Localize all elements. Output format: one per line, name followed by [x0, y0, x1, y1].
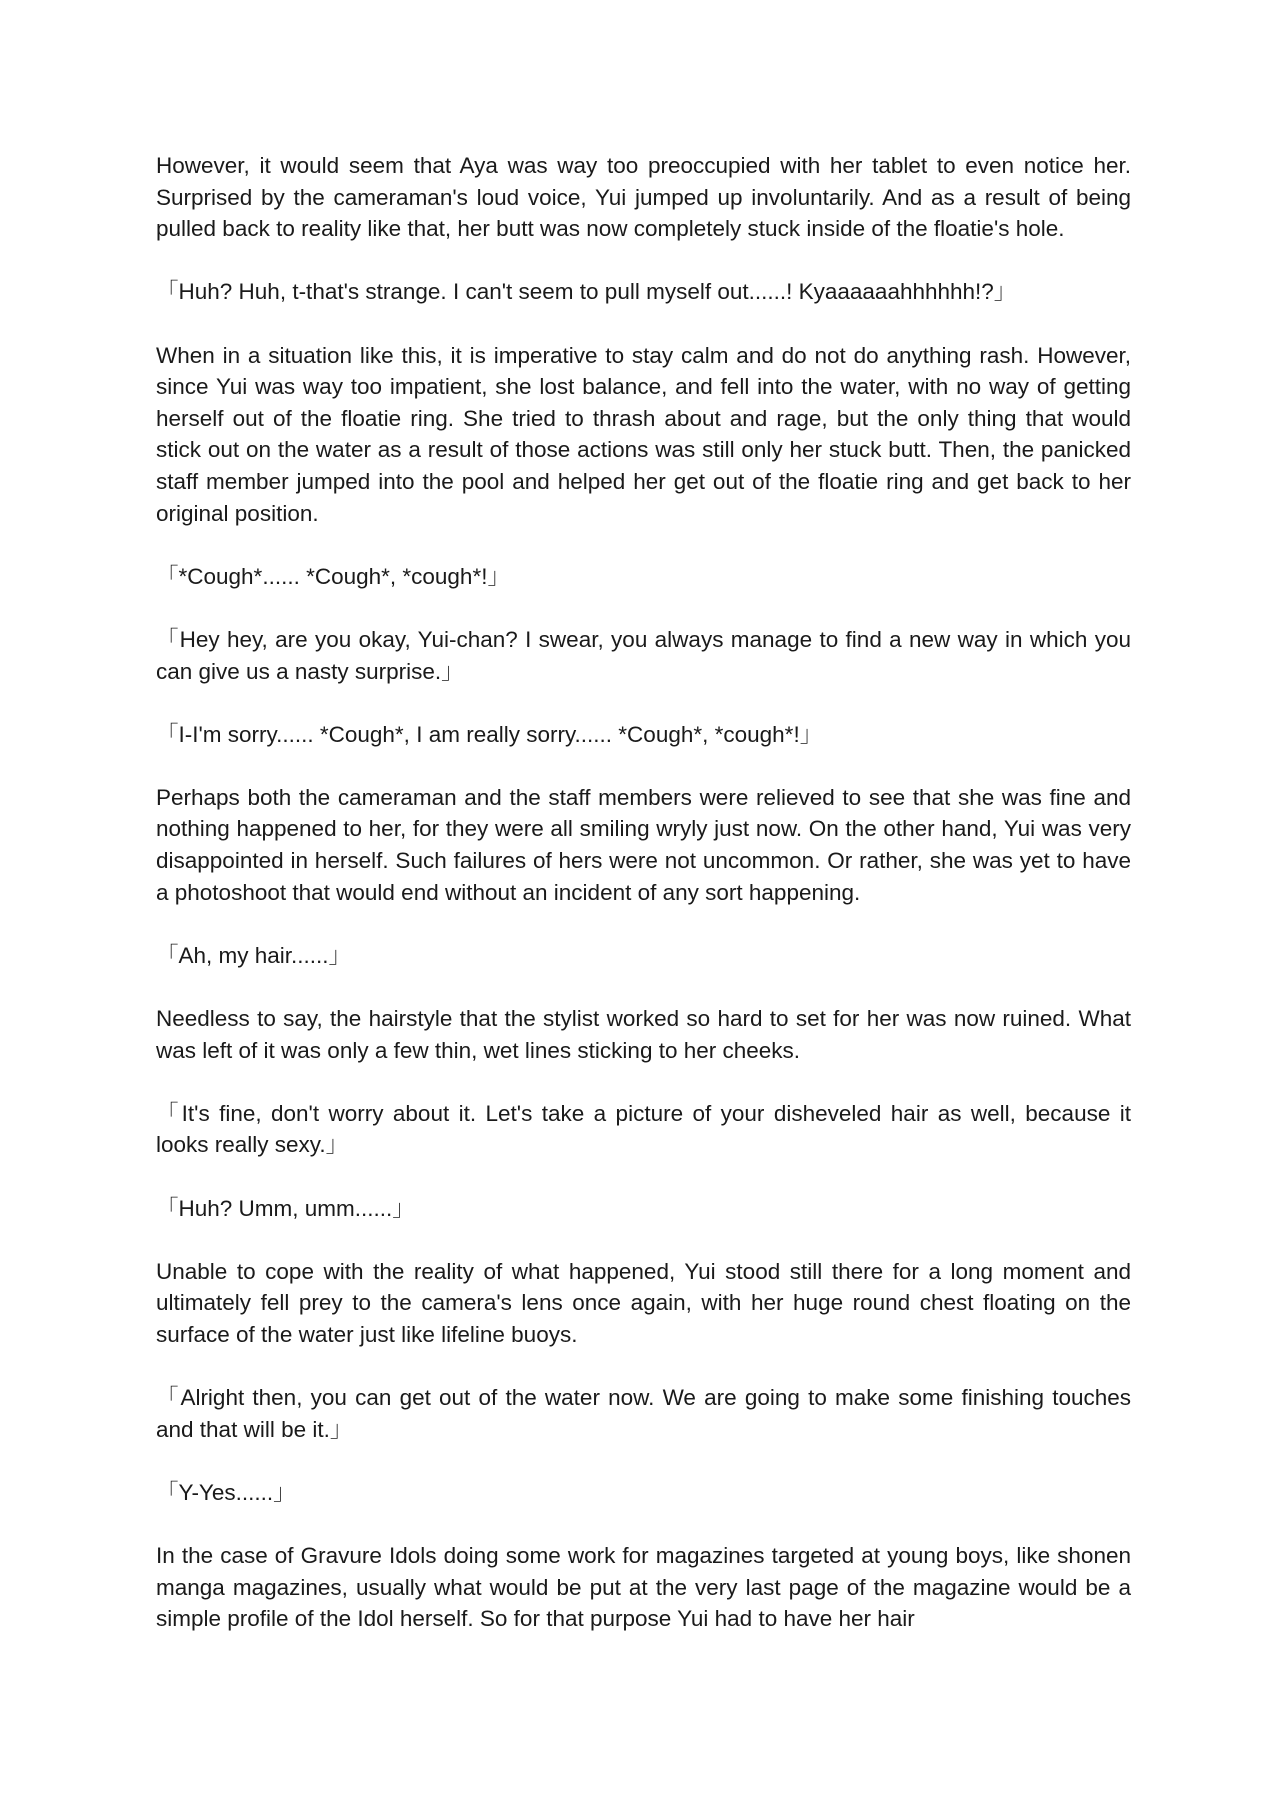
paragraph: Needless to say, the hairstyle that the stylist worked so hard to set for her was now ruined. What was left of it was only a few thin, wet lines sticking to her cheeks. [156, 1006, 1131, 1063]
document-page [156, 150, 1131, 1667]
paragraph: When in a situation like this, it is imperative to stay calm and do not do anything rash. However, since Yui was way too impatient, she lost balance, and fell into the water, with no way of getting herself out of the floatie ring. She tried to thrash about and rage, but the only thing that would stick out on the water as a result of those actions was still only her stuck butt. Then, the panicked staff member jumped into the pool and helped her get out of the floatie ring and get back to her original position. [156, 342, 1131, 526]
dialogue-line: 「Huh? Umm, umm......」 [156, 1195, 415, 1221]
dialogue-line: 「I-I'm sorry...... *Cough*, I am really sorry...... *Cough*, *cough*!」 [156, 721, 823, 747]
paragraph: Perhaps both the cameraman and the staff members were relieved to see that she was fine and nothing happened to her, for they were all smiling wryly just now. On the other hand, Yui was very disappointed in herself. Such failures of hers were not uncommon. Or rather, she was yet to have a photoshoot that would end without an incident of any sort happening. [156, 784, 1131, 905]
dialogue-line: 「Hey hey, are you okay, Yui-chan? I swear, you always manage to find a new way in which you can give us a nasty surprise.」 [156, 626, 1131, 684]
paragraph: However, it would seem that Aya was way too preoccupied with her tablet to even notice her. Surprised by the cameraman's loud voice, Yui jumped up involuntarily. And as a result of being pulled back to reality like that, her butt was now completely stuck inside of the floatie's hole. [156, 153, 1131, 242]
paragraph: In the case of Gravure Idols doing some work for magazines targeted at young boys, like shonen manga magazines, usually what would be put at the very last page of the magazine would be a simple profile of the Idol herself. So for that purpose Yui had to have her hair [156, 1543, 1131, 1632]
dialogue-line: 「Y-Yes......」 [156, 1479, 296, 1505]
paragraph: Unable to cope with the reality of what happened, Yui stood still there for a long moment and ultimately fell prey to the camera's lens once again, with her huge round chest floating on the surface of the water just like lifeline buoys. [156, 1258, 1131, 1347]
dialogue-line: 「*Cough*...... *Cough*, *cough*!」 [156, 563, 510, 589]
dialogue-line: 「Huh? Huh, t-that's strange. I can't seem to pull myself out......! Kyaaaaaahhhhhh!?」 [156, 279, 1017, 305]
dialogue-line: 「Ah, my hair......」 [156, 942, 352, 968]
dialogue-line: 「It's fine, don't worry about it. Let's take a picture of your disheveled hair as well, because it looks really sexy.」 [156, 1100, 1131, 1158]
dialogue-line: 「Alright then, you can get out of the water now. We are going to make some finishing touches and that will be it.」 [156, 1385, 1131, 1442]
